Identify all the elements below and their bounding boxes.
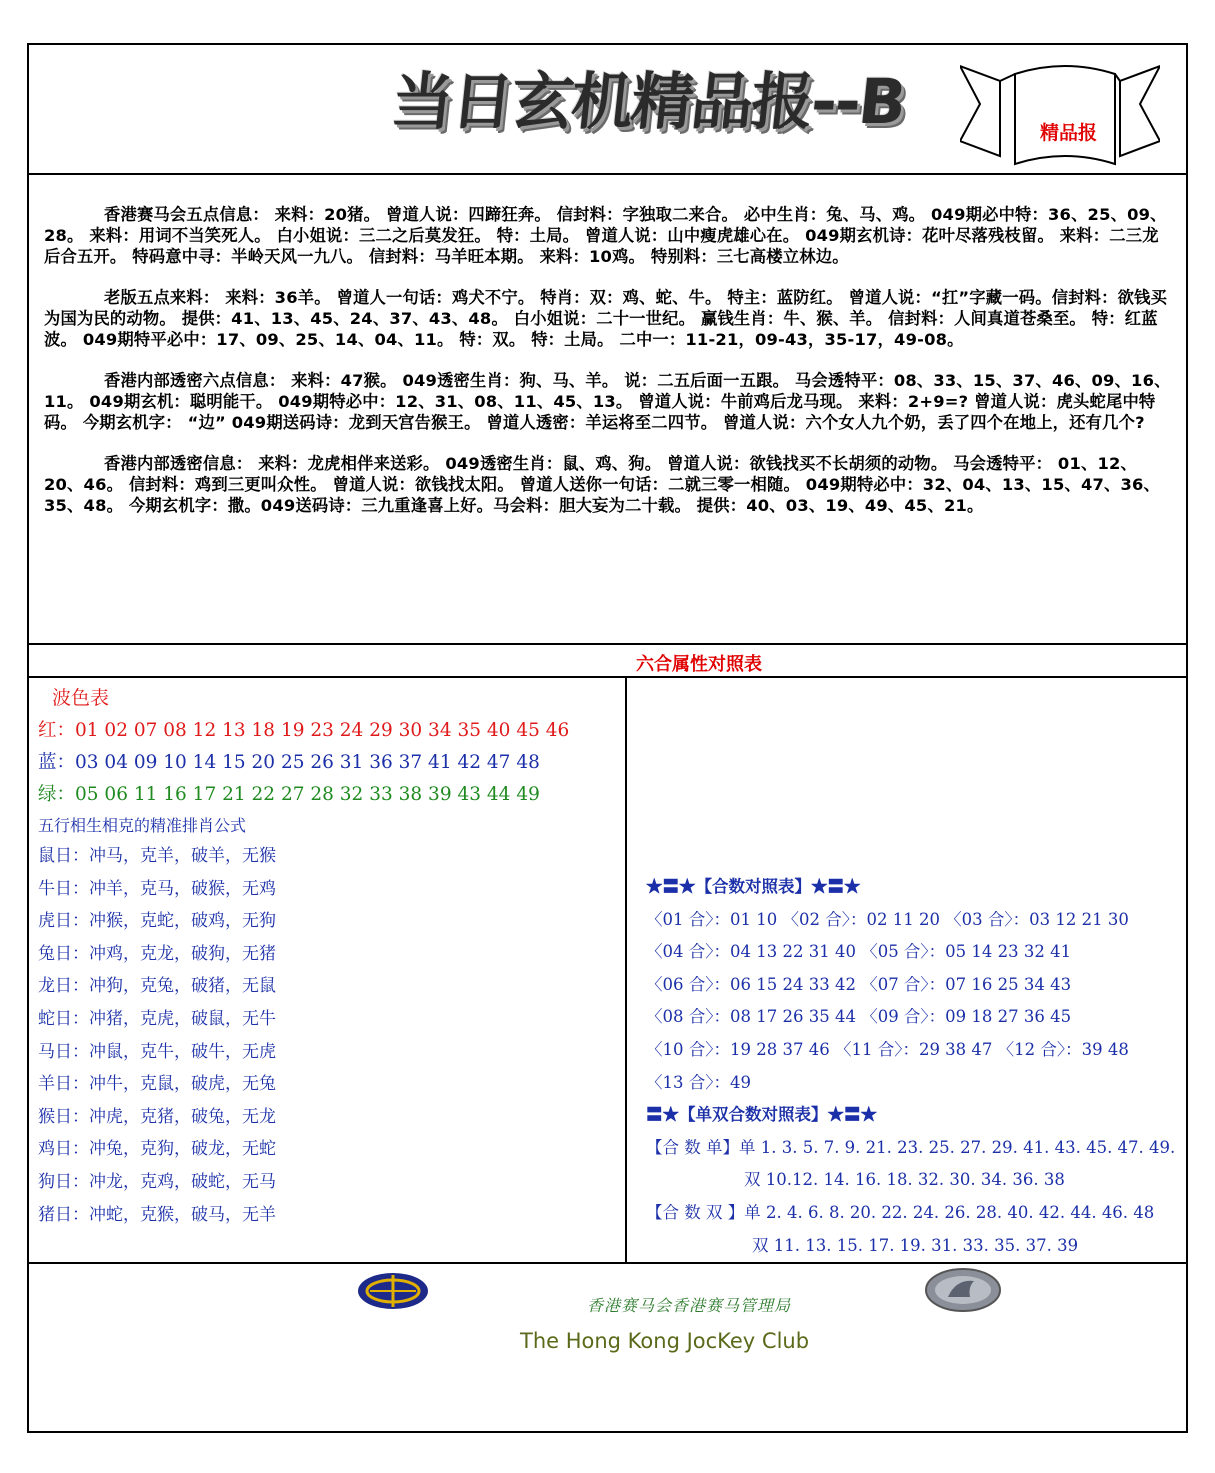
info-paragraph: 香港内部透密六点信息： 来料：47猴。 049透密生肖：狗、马、羊。 说：二五后面一五跟。 马会透特平：08、33、15、37、46、09、16、11。 049期玄机：聪明能干。 049期特必中：12、31、08、11、45、13。 曾道人说：牛前鸡后龙马现。 来料：2+9=? 曾道人说：虎头蛇尾中特码。 今期玄机字： “边” 049期送码诗：龙到天宫告猴王。 曾道人透密：羊运将至二四节。 曾道人说：六个女人九个奶，丢了四个在地上，还有几个? bbox=[44, 371, 1171, 432]
page-title: 当日玄机精品报--B bbox=[387, 65, 909, 138]
odd-even-title: 〓★【单双合数对照表】★〓★ bbox=[646, 1105, 877, 1125]
zodiac-day-item: 猴日：冲虎，克猪，破兔，无龙 bbox=[38, 1106, 276, 1127]
zodiac-day-item: 兔日：冲鸡，克龙，破狗，无猪 bbox=[38, 943, 276, 964]
he-number-table bbox=[646, 876, 1175, 1267]
zodiac-day-item: 鼠日：冲马，克羊，破羊，无猴 bbox=[38, 846, 276, 866]
info-block bbox=[44, 204, 1174, 536]
he-table-row: 〈10 合〉：19 28 37 46 〈11 合〉：29 38 47 〈12 合〉：39 48 bbox=[646, 1039, 1129, 1059]
odd-sum-line: 【合 数 单】单 1. 3. 5. 7. 9. 21. 23. 25. 27. 29. 41. 43. 45. 47. 49. bbox=[646, 1137, 1176, 1157]
wuxing-heading: 五行相生相克的精准排肖公式 bbox=[38, 816, 247, 835]
zodiac-day-item: 马日：冲鼠，克牛，破牛，无虎 bbox=[38, 1041, 276, 1062]
section-title: 六合属性对照表 bbox=[636, 654, 762, 675]
table-title-divider bbox=[27, 676, 1188, 678]
he-table-row: 〈13 合〉：49 bbox=[646, 1072, 751, 1092]
zodiac-day-list bbox=[38, 845, 276, 1236]
info-paragraph: 老版五点来料： 来料：36羊。 曾道人一句话：鸡犬不宁。 特肖：双：鸡、蛇、牛。 特主：蓝防红。 曾道人说：“扛”字藏一码。信封料：欲钱买为国为民的动物。 提供：41、13、45、24、37、43、48。 白小姐说：二十一世纪。 赢钱生肖：牛、猴、羊。 信封料：人间真道苍桑至。 特：红蓝波。 049期特平必中：17、09、25、14、04、11。 特：双。 特：土局。 二中一：11-21，09-43，35-17，49-08。 bbox=[44, 288, 1168, 349]
wave-table-heading: 波色表 bbox=[52, 687, 110, 709]
zodiac-day-item: 虎日：冲猴，克蛇，破鸡，无狗 bbox=[38, 911, 276, 932]
he-table-row: 〈04 合〉：04 13 22 31 40 〈05 合〉：05 14 23 32 41 bbox=[646, 942, 1072, 962]
ribbon-banner-icon bbox=[960, 46, 1160, 176]
zodiac-day-item: 猪日：冲蛇，克猴，破马，无羊 bbox=[38, 1204, 276, 1225]
wave-blue-row: 蓝：03 04 09 10 14 15 20 25 26 31 36 37 41 42 47 48 bbox=[38, 752, 540, 773]
wave-red-row: 红：01 02 07 08 12 13 18 19 23 24 29 30 34 35 40 45 46 bbox=[38, 720, 570, 741]
club-name-english: The Hong Kong JocKey Club bbox=[520, 1329, 810, 1353]
club-name-chinese: 香港赛马会香港赛马管理局 bbox=[587, 1296, 792, 1315]
he-table-row: 〈06 合〉：06 15 24 33 42 〈07 合〉：07 16 25 34 43 bbox=[646, 974, 1072, 994]
horse-emblem-icon bbox=[924, 1267, 1002, 1313]
odd-sum-line: 双 10.12. 14. 16. 18. 32. 30. 34. 36. 38 bbox=[744, 1170, 1065, 1190]
zodiac-day-item: 蛇日：冲猪，克虎，破鼠，无牛 bbox=[38, 1008, 276, 1029]
column-divider bbox=[625, 676, 627, 1262]
zodiac-day-item: 狗日：冲龙，克鸡，破蛇，无马 bbox=[38, 1171, 276, 1192]
even-sum-line: 【合 数 双 】单 2. 4. 6. 8. 20. 22. 24. 26. 28. 40. 42. 44. 46. 48 bbox=[646, 1202, 1155, 1222]
zodiac-day-item: 羊日：冲牛，克鼠，破虎，无兔 bbox=[38, 1074, 276, 1095]
he-table-title: ★〓★【合数对照表】★〓★ bbox=[646, 877, 861, 896]
wave-green-row: 绿：05 06 11 16 17 21 22 27 28 32 33 38 39 43 44 49 bbox=[38, 784, 540, 805]
info-divider bbox=[27, 643, 1188, 645]
info-paragraph: 香港赛马会五点信息： 来料：20猪。 曾道人说：四蹄狂奔。 信封料：字独取二来合。 必中生肖：兔、马、鸡。 049期必中特：36、25、09、28。 来料：用词不当笑死人。 白小姐说：三二之后莫发狂。 特：土局。 曾道人说：山中瘦虎雄心在。 049期玄机诗：花叶尽落残枝留。 来料：二三龙后合五开。 特码意中寻：半岭天风一九八。 信封料：马羊旺本期。 来料：10鸡。 特别料：三七高楼立林边。 bbox=[44, 205, 1167, 266]
even-sum-line: 双 11. 13. 15. 17. 19. 31. 33. 35. 37. 39 bbox=[752, 1235, 1079, 1255]
he-table-row: 〈01 合〉：01 10 〈02 合〉：02 11 20 〈03 合〉：03 12 21 30 bbox=[646, 909, 1129, 929]
zodiac-day-item: 牛日：冲羊，克马，破猴，无鸡 bbox=[38, 878, 276, 899]
info-paragraph: 香港内部透密信息： 来料：龙虎相伴来送彩。 049透密生肖：鼠、鸡、狗。 曾道人说：欲钱找买不长胡须的动物。 马会透特平： 01、12、20、46。 信封料：鸡到三更叫众性。 曾道人说：欲钱找太阳。 曾道人送你一句话：二就三零一相随。 049期特必中：32、04、13、15、47、36、35、48。 今期玄机字：撒。049送码诗：三九重逢喜上好。马会料：胆大妄为二十载。 提供：40、03、19、49、45、21。 bbox=[44, 454, 1161, 515]
he-table-row: 〈08 合〉：08 17 26 35 44 〈09 合〉：09 18 27 36 45 bbox=[646, 1007, 1072, 1027]
jockey-club-logo-icon bbox=[356, 1271, 430, 1311]
badge-label: 精品报 bbox=[1040, 122, 1098, 144]
zodiac-day-item: 鸡日：冲兔，克狗，破龙，无蛇 bbox=[38, 1139, 276, 1160]
zodiac-day-item: 龙日：冲狗，克兔，破猪，无鼠 bbox=[38, 976, 276, 997]
